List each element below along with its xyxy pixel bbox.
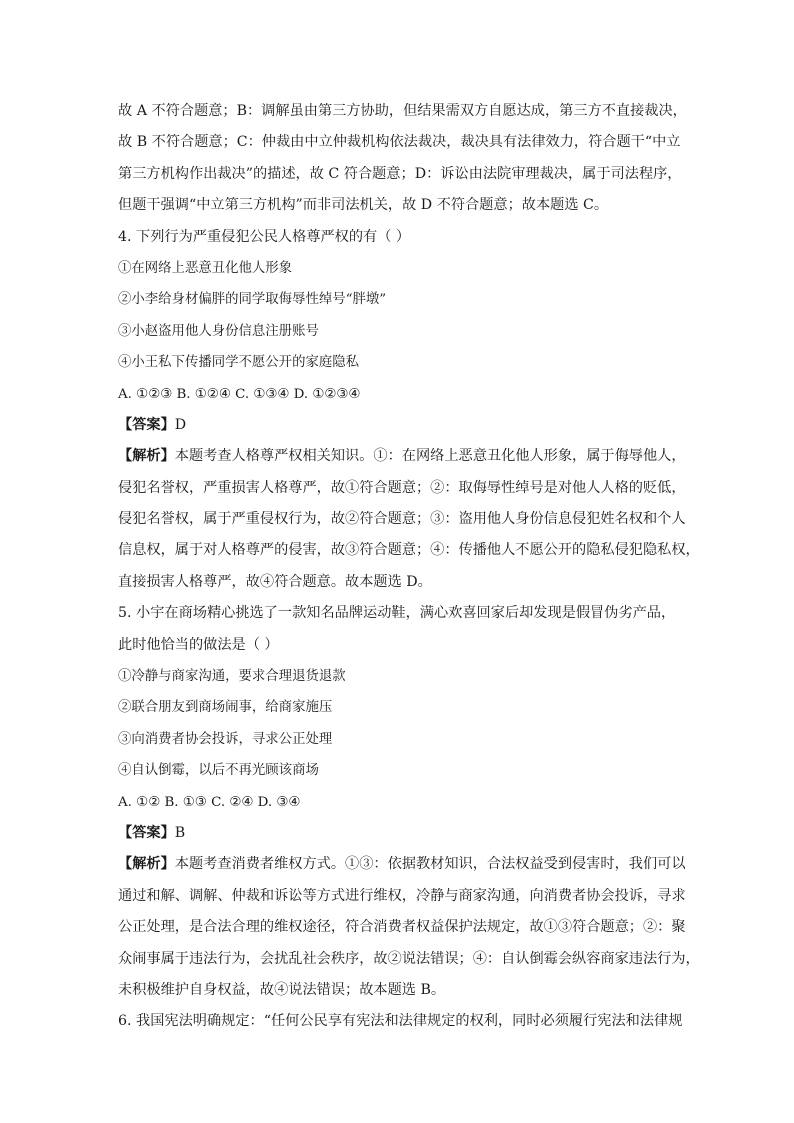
question-option: ②联合朋友到商场闹事，给商家施压 — [118, 700, 333, 716]
answer-value: B — [174, 824, 186, 841]
answer-value: D — [174, 416, 187, 433]
analysis-line — [118, 849, 686, 880]
analysis-text: 本题考查人格尊严权相关知识。①：在网络上恶意丑化他人形象，属于侮辱他人， — [174, 448, 686, 465]
question-stem: 6. 我国宪法明确规定：“任何公民享有宪法和法律规定的权利，同时必须履行宪法和法律规 — [118, 1013, 683, 1030]
question-option: ④小王私下传播同学不愿公开的家庭隐私 — [118, 355, 360, 371]
question-option: ①在网络上恶意丑化他人形象 — [118, 260, 293, 276]
analysis-line: 侵犯名誉权，属于严重侵权行为，故②符合题意；③：盗用他人身份信息侵犯姓名权和个人 — [118, 511, 686, 528]
analysis-line — [118, 441, 686, 472]
question-stem: 此时他恰当的做法是（ ） — [118, 636, 279, 653]
answer-choices: A. ①②③ B. ①②④ C. ①③④ D. ①②③④ — [118, 386, 361, 402]
previous-analysis-continuation — [118, 96, 687, 222]
analysis-text: 本题考查消费者维权方式。①③：依据教材知识，合法权益受到侵害时，我们可以 — [174, 856, 686, 873]
analysis-line: 信息权，属于对人格尊严的侵害，故③符合题意；④：传播他人不愿公开的隐私侵犯隐私权， — [118, 542, 700, 559]
question-5 — [118, 598, 700, 1006]
analysis-line: 众闹事属于违法行为，会扰乱社会秩序，故②说法错误；④：自认倒霉会纵容商家违法行为， — [118, 950, 700, 967]
text-line: 故 A 不符合题意；B：调解虽由第三方协助，但结果需双方自愿达成，第三方不直接裁决， — [118, 103, 687, 119]
question-4 — [118, 222, 700, 599]
analysis-tag: 【解析】 — [118, 448, 175, 465]
text-line: 故 B 不符合题意；C：仲裁由中立仲裁机构依法裁决，裁决具有法律效力，符合题干“中立 — [118, 134, 681, 151]
analysis-line: 未积极维护自身权益，故④说法错误；故本题选 B。 — [118, 981, 446, 998]
analysis-line: 公正处理，是合法合理的维权途径，符合消费者权益保护法规定，故①③符合题意；②：聚 — [118, 919, 686, 936]
question-option: ④自认倒霉，以后不再光顾该商场 — [118, 763, 319, 779]
document-page — [118, 96, 700, 1038]
answer-tag: 【答案】 — [118, 824, 175, 841]
answer-tag: 【答案】 — [118, 416, 175, 433]
answer-line — [118, 818, 682, 849]
text-line: 第三方机构作出裁决”的描述，故 C 符合题意；D：诉讼由法院审理裁决，属于司法程序， — [118, 165, 682, 182]
question-option: ①冷静与商家沟通，要求合理退货退款 — [118, 669, 346, 685]
analysis-line: 直接损害人格尊严，故④符合题意。故本题选 D。 — [118, 573, 432, 590]
question-stem: 5. 小宇在商场精心挑选了一款知名品牌运动鞋，满心欢喜回家后却发现是假冒伪劣产品， — [118, 605, 676, 622]
analysis-line: 侵犯名誉权，严重损害人格尊严，故①符合题意；②：取侮辱性绰号是对他人人格的贬低， — [118, 479, 686, 496]
question-option: ②小李给身材偏胖的同学取侮辱性绰号“胖墩” — [118, 292, 387, 308]
text-line: 但题干强调“中立第三方机构”而非司法机关，故 D 不符合题意；故本题选 C。 — [118, 197, 609, 214]
question-option: ③向消费者协会投诉，寻求公正处理 — [118, 731, 333, 747]
analysis-tag: 【解析】 — [118, 856, 175, 873]
answer-choices: A. ①② B. ①③ C. ②④ D. ③④ — [118, 794, 301, 810]
question-stem: 4. 下列行为严重侵犯公民人格尊严权的有（ ） — [118, 228, 411, 245]
question-option: ③小赵盗用他人身份信息注册账号 — [118, 323, 319, 339]
answer-line — [118, 410, 682, 441]
question-6 — [118, 1006, 682, 1037]
analysis-line: 通过和解、调解、仲裁和诉讼等方式进行维权，冷静与商家沟通，向消费者协会投诉，寻求 — [118, 887, 686, 904]
